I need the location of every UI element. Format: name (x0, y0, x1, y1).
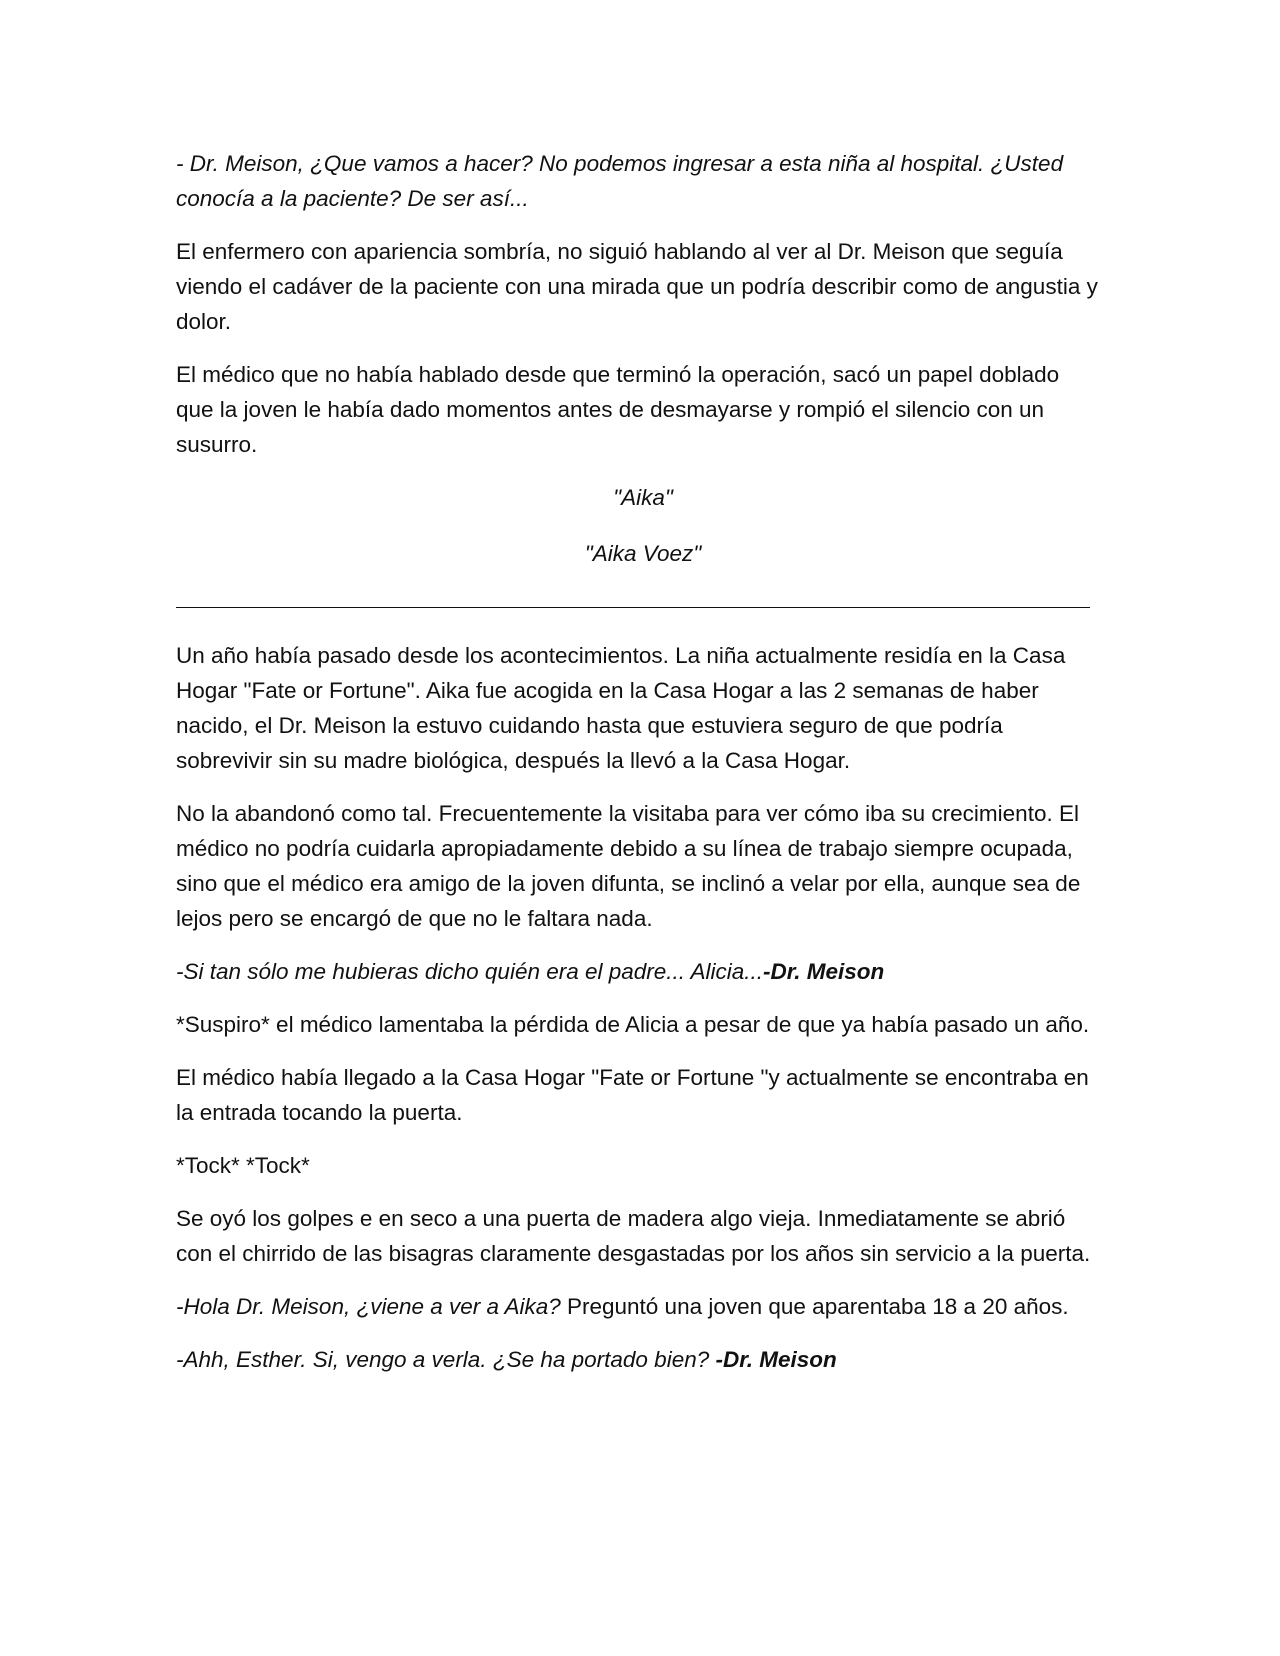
narrative-paragraph-4: Un año había pasado desde los acontecimientos. La niña actualmente residía en la Casa Hogar "Fate or Fortune". Aika fue acogida en la Casa Hogar a las 2 semanas de haber nacido, el Dr. Meison la estuvo cuidando hasta que estuviera seguro de que podría sobrevivir sin su madre biológica, después la llevó a la Casa Hogar. (176, 643, 1066, 773)
centered-line-aika-voez: "Aika Voez" (584, 541, 702, 566)
speaker-tag: -Dr. Meison (715, 1347, 837, 1372)
document-page (176, 146, 1100, 1395)
narration-text: Preguntó una joven que aparentaba 18 a 20 años. (560, 1294, 1069, 1319)
narrative-paragraph-3: El médico que no había hablado desde que terminó la operación, sacó un papel doblado que la joven le había dado momentos antes de desmayarse y rompió el silencio con un susurro. (176, 362, 1060, 457)
centered-line-aika: "Aika" (613, 485, 673, 510)
sound-effect-line: *Tock* *Tock* (176, 1153, 310, 1178)
dialogue-paragraph-6 (176, 954, 1100, 989)
dialogue-paragraph-1: - Dr. Meison, ¿Que vamos a hacer? No podemos ingresar a esta niña al hospital. ¿Usted conocía a la paciente? De ser así... (176, 151, 1064, 211)
speaker-tag: -Dr. Meison (763, 959, 885, 984)
dialogue-paragraph-12 (176, 1342, 1100, 1377)
narrative-paragraph-2: El enfermero con apariencia sombría, no siguió hablando al ver al Dr. Meison que seguía viendo el cadáver de la paciente con una mirada que un podría describir como de angustia y dolor. (176, 239, 1098, 334)
narrative-paragraph-5: No la abandonó como tal. Frecuentemente la visitaba para ver cómo iba su crecimiento. El médico no podría cuidarla apropiadamente debido a su línea de trabajo siempre ocupada, sino que el médico era amigo de la joven difunta, se inclinó a velar por ella, aunque sea de lejos pero se encargó de que no le faltara nada. (176, 801, 1081, 931)
narrative-paragraph-7: *Suspiro* el médico lamentaba la pérdida de Alicia a pesar de que ya había pasado un año. (176, 1012, 1090, 1037)
dialogue-text: -Ahh, Esther. Si, vengo a verla. ¿Se ha portado bien? (176, 1347, 716, 1372)
dialogue-paragraph-11 (176, 1289, 1100, 1324)
dialogue-text: -Si tan sólo me hubieras dicho quién era el padre... Alicia... (176, 959, 763, 984)
section-separator-line (176, 607, 1090, 608)
narrative-paragraph-10: Se oyó los golpes e en seco a una puerta de madera algo vieja. Inmediatamente se abrió con el chirrido de las bisagras claramente desgastadas por los años sin servicio a la puerta. (176, 1206, 1091, 1266)
dialogue-text: -Hola Dr. Meison, ¿viene a ver a Aika? (176, 1294, 561, 1319)
narrative-paragraph-8: El médico había llegado a la Casa Hogar "Fate or Fortune "y actualmente se encontraba en la entrada tocando la puerta. (176, 1065, 1089, 1125)
